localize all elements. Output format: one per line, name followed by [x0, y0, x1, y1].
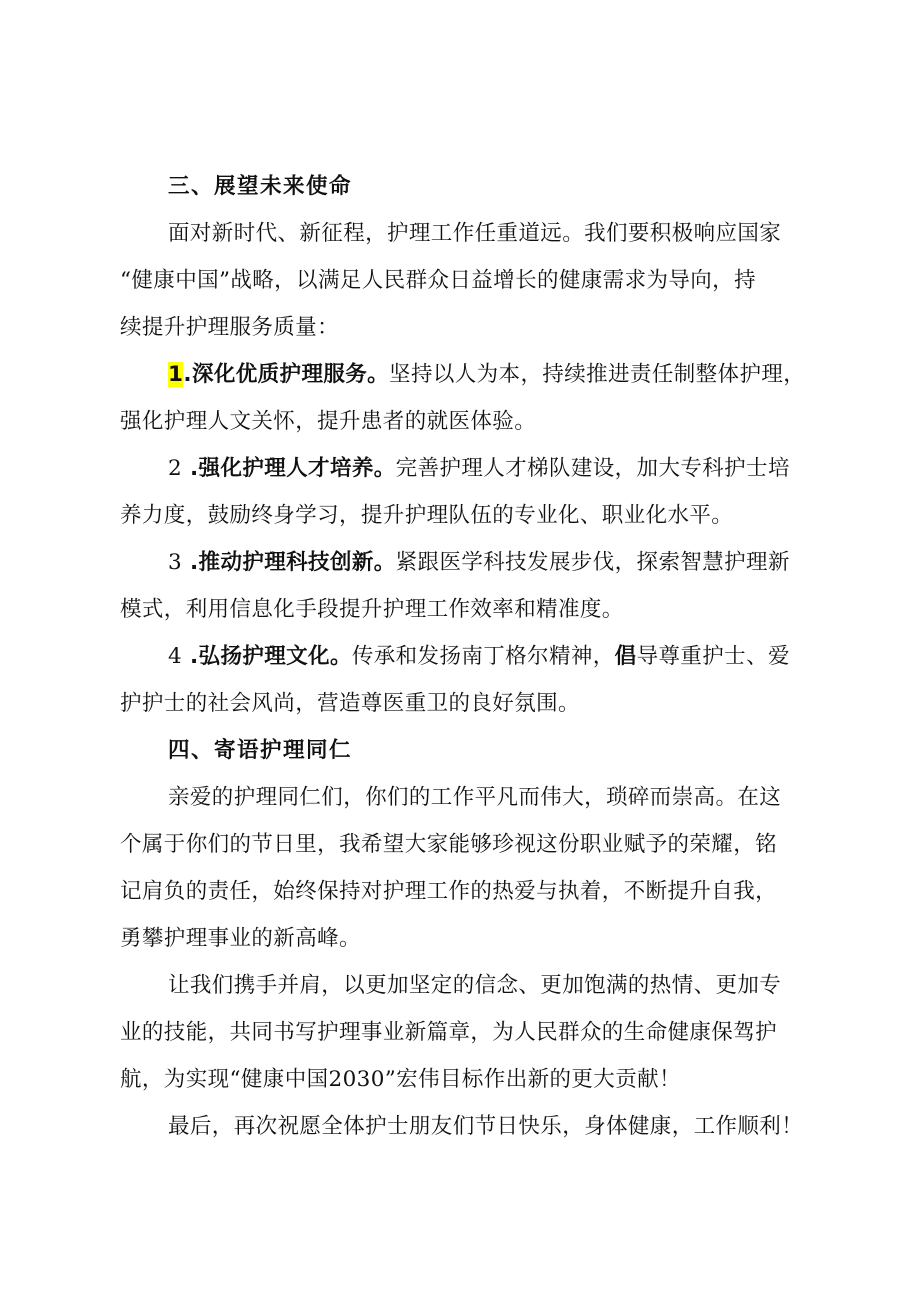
list-item-text-bold: 倡: [614, 644, 637, 669]
list-item-title: .强化护理人才培养。: [182, 456, 396, 481]
list-item-text: 导尊重护士、爱: [636, 644, 790, 669]
para2-line-1: 让我们携手并肩，以更加坚定的信念、更加饱满的热情、更加专: [168, 973, 782, 998]
list-item-1-line-1: [120, 351, 920, 398]
para2-line-2: 业的技能，共同书写护理事业新篇章，为人民群众的生命健康保驾护: [120, 1020, 778, 1045]
para2-line-3: 航，为实现“健康中国2030”宏伟目标作出新的更大贡献！: [120, 1067, 681, 1092]
list-item-2-line-1: [120, 445, 920, 492]
section-heading-4: 四、寄语护理同仁: [168, 738, 353, 763]
intro-line-2: “健康中国”战略，以满足人民群众日益增长的健康需求为导向，持: [120, 268, 756, 293]
list-item-2-line-2: 养力度，鼓励终身学习，提升护理队伍的专业化、职业化水平。: [120, 503, 734, 528]
closing-line: 最后，再次祝愿全体护士朋友们节日快乐，身体健康，工作顺利！: [168, 1114, 804, 1139]
list-item-number: 3: [168, 550, 183, 575]
list-item-3-line-2: 模式，利用信息化手段提升护理工作效率和精准度。: [120, 597, 624, 622]
list-item-text: 完善护理人才梯队建设，加大专科护士培: [395, 456, 790, 481]
list-item-4-line-2: 护护士的社会风尚，营造尊医重卫的良好氛围。: [120, 691, 580, 716]
list-item-title: .弘扬护理文化。: [182, 644, 352, 669]
list-item-text: 传承和发扬南丁格尔精神，: [351, 644, 615, 669]
para1-line-3: 记肩负的责任，始终保持对护理工作的热爱与执着，不断提升自我，: [120, 879, 778, 904]
intro-line-3: 续提升护理服务质量：: [120, 315, 340, 340]
list-item-3-line-1: [120, 539, 920, 586]
list-item-number: 2: [168, 456, 183, 481]
list-item-1-line-2: 强化护理人文关怀，提升患者的就医体验。: [120, 409, 537, 434]
list-item-text: 紧跟医学科技发展步伐，探索智慧护理新: [395, 550, 790, 575]
para1-line-4: 勇攀护理事业的新高峰。: [120, 926, 361, 951]
list-item-number: 4: [168, 644, 183, 669]
para1-line-1: 亲爱的护理同仁们，你们的工作平凡而伟大，琐碎而崇高。在这: [168, 785, 782, 810]
intro-line-1: 面对新时代、新征程，护理工作任重道远。我们要积极响应国家: [168, 221, 782, 246]
list-item-title: .推动护理科技创新。: [182, 550, 396, 575]
list-item-text: 坚持以人为本，持续推进责任制整体护理，: [389, 362, 806, 387]
para1-line-2: 个属于你们的节日里，我希望大家能够珍视这份职业赋予的荣耀，铭: [120, 832, 778, 857]
section-heading-3: 三、展望未来使命: [168, 174, 353, 199]
list-item-4-line-1: [120, 633, 920, 680]
list-item-title: .深化优质护理服务。: [183, 362, 390, 387]
list-item-number: 1: [168, 362, 184, 387]
